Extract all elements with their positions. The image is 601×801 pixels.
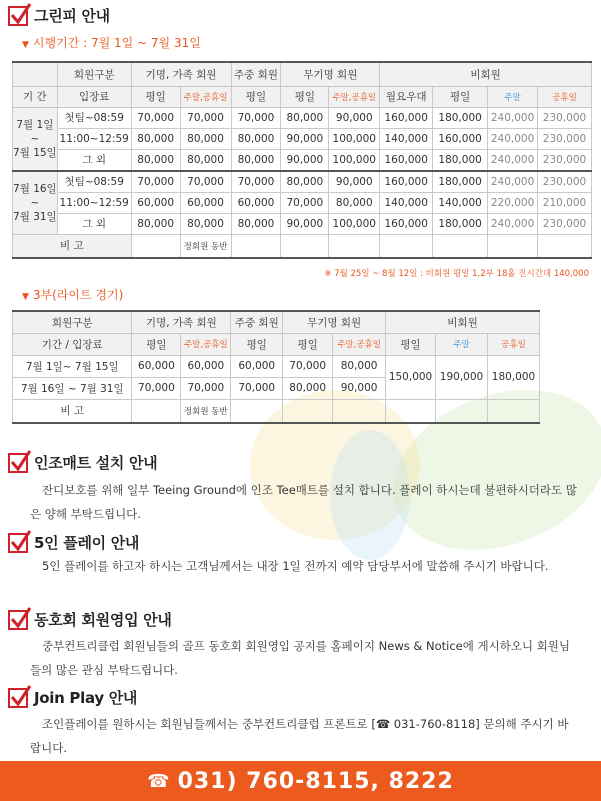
remark-row: 비 고 정회원 동반 [13,399,540,423]
page-title: 그린피 안내 [34,7,110,25]
remark-row: 비 고 정회원 동반 [13,234,592,258]
greenfee-table: 회원구분 기명, 가족 회원 주중 회원 무기명 회원 비회원 기 간 입장료 평일 주말,공휴일 평일 평일 주말,공휴일 월요우대 평일 주말 공휴일 7월 1일 ~ 7월 15일 첫팀~08:59 70,000 70,000 70,000 80,000 90,000 160,000 180,000 240,000 230,000 11:00~12:59 80,000 80,000 80,000 90,000 100,000 140,000 160,000 240,000 230,000 그 외 80,000 80,000 80,000 90,000 100,000 160,000 180,000 240,000 230,000 7월 16일 ~ 7월 31일 첫팀~08:59 70,000 70,000 70,000 80,000 90,000 160,000 180,000 240,000 230,000 11:00~12:59 60,000 60,000 60,000 70,000 80,000 140,000 140,000 220,000 210,000 그 외 80,000 80,000 80,000 90,000 100,000 160,000 180,000 240,000 230,000 비 고 정회원 동반 [12,61,592,259]
table-row: 7월 1일 ~ 7월 15일 첫팀~08:59 70,000 70,000 70,000 80,000 90,000 160,000 180,000 240,000 230,000 [13,107,592,128]
join-play-header: Join Play 안내 [8,687,137,708]
mat-section-header: 인조매트 설치 안내 [8,452,157,473]
table-row: 11:00~12:59 60,000 60,000 60,000 70,000 80,000 140,000 140,000 220,000 210,000 [13,192,592,213]
header-period: 기 간 [13,86,58,107]
club-section-header: 동호회 회원영입 안내 [8,609,172,630]
header-family-member: 기명, 가족 회원 [131,62,231,86]
footnote: ※ 7월 25일 ~ 8월 12일 : 비회원 평일 1,2부 18홀 진시간대 140,000 [324,269,589,279]
header-weekday-member: 주중 회원 [231,62,281,86]
night-fee-table: 회원구분 기명, 가족 회원 주중 회원 무기명 회원 비회원 기간 / 입장료 평일 주말,공휴일 평일 평일 주말,공휴일 평일 주말 공휴일 7월 1일~ 7월 15일 60,000 60,000 60,000 70,000 80,000 150,000 190,000 180,000 7월 16일 ~ 7월 31일 70,000 70,000 70,000 80,000 90,000 비 고 정회원 동반 [12,310,540,424]
five-player-body: 5인 플레이를 하고자 하시는 고객님께서는 내장 1일 전까지 예약 담당부서에 말씀해 주시기 바랍니다. [42,559,549,573]
five-player-header: 5인 플레이 안내 [8,532,139,553]
header-nonmember: 비회원 [380,62,592,86]
join-play-body: 조인플레이를 원하시는 회원님들께서는 중부컨트리클럽 프론트로 [☎ 031-760-8118] 문의해 주시기 바랍니다. [30,717,569,755]
table-row: 그 외 80,000 80,000 80,000 90,000 100,000 160,000 180,000 240,000 230,000 [13,213,592,234]
mat-section-body: 잔디보호를 위해 일부 Teeing Ground에 인조 Tee매트를 설치 합니다. 플레이 하시는데 불편하시더라도 많은 양해 부탁드립니다. [30,483,577,521]
club-section-body: 중부컨트리클럽 회원님들의 골프 동호회 회원영입 공지를 홈페이지 News & Notice에 게시하오니 회원님들의 많은 관심 부탁드립니다. [30,639,571,677]
remark-text: 정회원 동반 [180,234,231,258]
header-entry-fee: 입장료 [57,86,131,107]
triangle-down-icon: ▼ [22,292,29,302]
triangle-down-icon: ▼ [22,40,29,50]
check-icon [8,688,28,708]
table-row: 7월 16일 ~ 7월 31일 70,000 70,000 70,000 80,000 90,000 [13,377,540,399]
table-row: 11:00~12:59 80,000 80,000 80,000 90,000 100,000 140,000 160,000 240,000 230,000 [13,128,592,149]
table-row: 7월 1일~ 7월 15일 60,000 60,000 60,000 70,000 80,000 150,000 190,000 180,000 [13,355,540,377]
check-icon [8,610,28,630]
check-icon [8,6,28,26]
table-row: 7월 16일 ~ 7월 31일 첫팀~08:59 70,000 70,000 70,000 80,000 90,000 160,000 180,000 240,000 230,000 [13,171,592,193]
period-1-label: 7월 1일 ~ 7월 15일 [13,107,58,171]
phone-icon: ☎ [147,770,170,792]
phone-number[interactable]: 031) 760-8115, 8222 [177,768,454,794]
check-icon [8,453,28,473]
table-row: 그 외 80,000 80,000 80,000 90,000 100,000 160,000 180,000 240,000 230,000 [13,149,592,171]
header-anonymous-member: 무기명 회원 [281,62,380,86]
phone-bar [0,761,601,801]
night-subheading: ▼ 3부(라이트 경기) [22,288,124,302]
check-icon [8,533,28,553]
period-subheading: ▼ 시행기간 : 7월 1일 ~ 7월 31일 [22,36,201,50]
header-membership: 회원구분 [57,62,131,86]
period-2-label: 7월 16일 ~ 7월 31일 [13,171,58,235]
greenfee-header [8,5,110,26]
